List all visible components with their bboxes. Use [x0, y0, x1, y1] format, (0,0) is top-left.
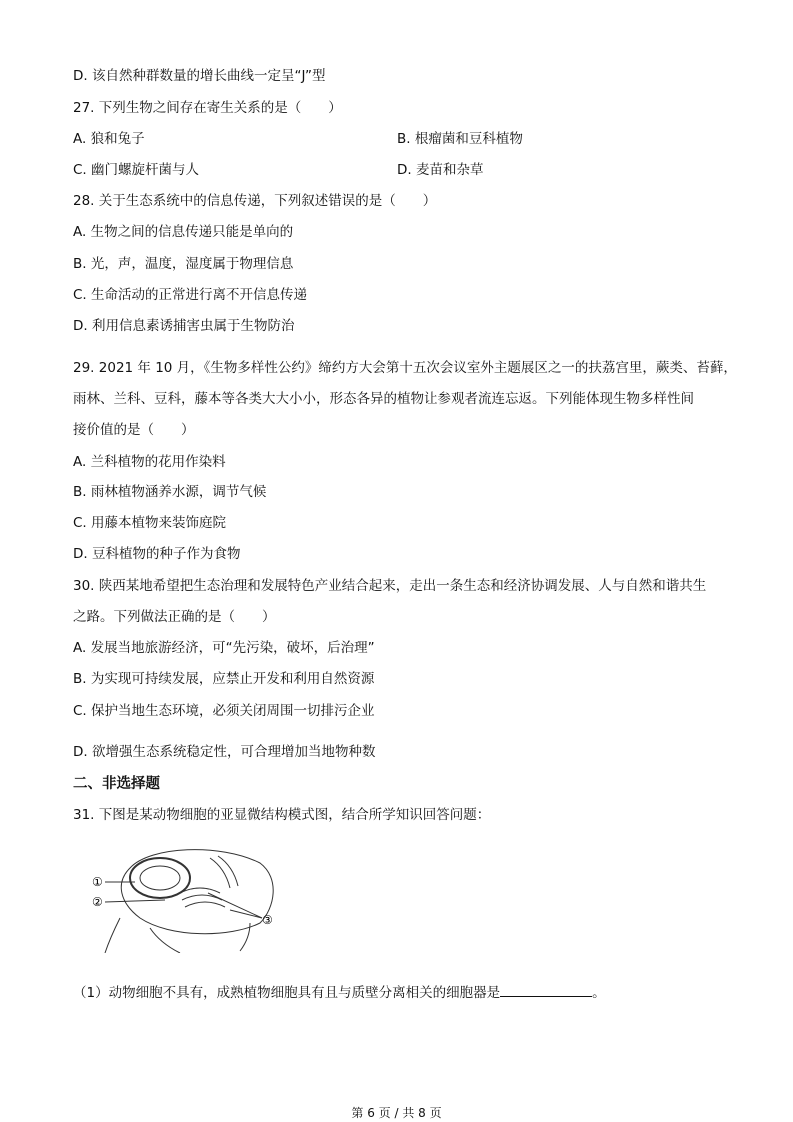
option-28c: C. 生命活动的正常进行离不开信息传递	[73, 287, 308, 303]
option-30a: A. 发展当地旅游经济，可“先污染，破坏，后治理”	[73, 640, 375, 656]
option-28b: B. 光，声，温度，湿度属于物理信息	[73, 256, 294, 272]
label-1: ①	[92, 875, 103, 889]
option-27c: C. 幽门螺旋杆菌与人	[73, 162, 200, 178]
label-3: ③	[262, 913, 273, 927]
option-29a: A. 兰科植物的花用作染料	[73, 454, 226, 470]
option-29c: C. 用藤本植物来装饰庭院	[73, 515, 227, 531]
option-30c: C. 保护当地生态环境，必须关闭周围一切排污企业	[73, 703, 375, 719]
question-30-line1: 30. 陕西某地希望把生态治理和发展特色产业结合起来，走出一条生态和经济协调发展、人与自然和谐共生	[73, 578, 707, 594]
question-30-line2: 之路。下列做法正确的是（ ）	[73, 609, 276, 625]
question-31-1-end: 。	[592, 985, 606, 1001]
animal-cell-diagram	[90, 838, 290, 953]
option-29d: D. 豆科植物的种子作为食物	[73, 546, 241, 562]
option-30b: B. 为实现可持续发展，应禁止开发和利用自然资源	[73, 671, 375, 687]
question-29-line2: 雨林、兰科、豆科，藤本等各类大大小小，形态各异的植物让参观者流连忘返。下列能体现生物多样性间	[73, 391, 694, 407]
question-29-line1: 29. 2021 年 10 月，《生物多样性公约》缔约方大会第十五次会议室外主题展区之一的扶荔宫里，蕨类、苔藓，	[73, 360, 737, 376]
option-27b: B. 根瘤菌和豆科植物	[397, 131, 523, 147]
question-31-1	[73, 983, 606, 1002]
option-28a: A. 生物之间的信息传递只能是单向的	[73, 224, 294, 240]
question-27: 27. 下列生物之间存在寄生关系的是（ ）	[73, 100, 342, 116]
section-heading: 二、非选择题	[73, 776, 160, 792]
option-28d: D. 利用信息素诱捕害虫属于生物防治	[73, 318, 295, 334]
answer-blank[interactable]	[500, 983, 592, 997]
option-30d: D. 欲增强生态系统稳定性，可合理增加当地物种数	[73, 744, 376, 760]
question-28: 28. 关于生态系统中的信息传递，下列叙述错误的是（ ）	[73, 193, 437, 209]
option-29b: B. 雨林植物涵养水源，调节气候	[73, 484, 267, 500]
question-31: 31. 下图是某动物细胞的亚显微结构模式图，结合所学知识回答问题：	[73, 807, 491, 823]
label-2: ②	[92, 895, 103, 909]
option-27a: A. 狼和兔子	[73, 131, 145, 147]
option-27d: D. 麦苗和杂草	[397, 162, 484, 178]
question-29-line3: 接价值的是（ ）	[73, 422, 195, 438]
page-footer: 第 6 页 / 共 8 页	[351, 1106, 442, 1120]
option-26d: D. 该自然种群数量的增长曲线一定呈“J”型	[73, 68, 326, 84]
question-31-1-text: （1）动物细胞不具有，成熟植物细胞具有且与质壁分离相关的细胞器是	[73, 985, 501, 1001]
